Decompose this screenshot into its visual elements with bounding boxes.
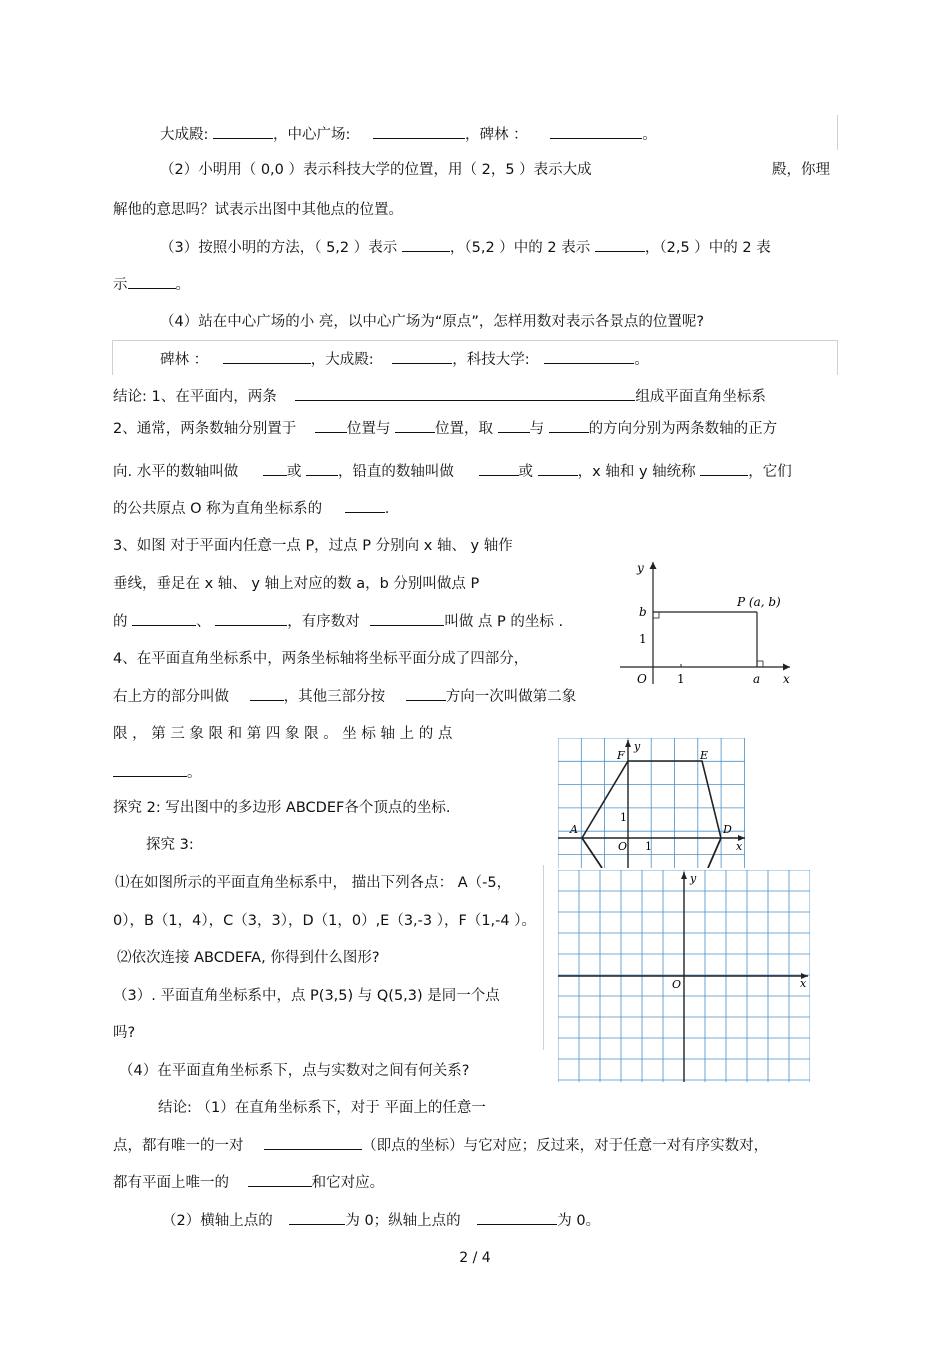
question-text: 殿，你理 xyxy=(772,162,830,178)
question-text: 示 。 xyxy=(113,274,190,295)
conclusion-text: 点，都有唯一的一对 （即点的坐标）与它对应；反过来，对于任意一对有序实数对， xyxy=(113,1135,768,1156)
question-text: 垂线，垂足在 x 轴、 y 轴上对应的数 a，b 分别叫做点 P xyxy=(113,576,480,592)
tick-label: 1 xyxy=(639,632,647,646)
vertex-a-label: A xyxy=(570,823,578,836)
page-number: 2 / 4 xyxy=(459,1250,491,1266)
vertex-f-label: F xyxy=(617,749,625,762)
question-text: 的 、 ，有序数对 叫做 点 P 的坐标 . xyxy=(113,611,563,632)
question-text: 4、在平面直角坐标系中，两条坐标轴将坐标平面分成了四部分， xyxy=(113,651,529,667)
polygon-grid-figure xyxy=(558,738,748,868)
y-axis-label: y xyxy=(690,872,697,885)
conclusion-text: 向. 水平的数轴叫做 或 ，铅直的数轴叫做 或 ，x 轴和 y 轴统称 ，它们 xyxy=(113,461,792,482)
margin-rule xyxy=(543,865,544,1050)
question-text: （4）在平面直角坐标系下，点与实数对之间有何关系? xyxy=(119,1063,470,1079)
point-p-label: P (a, b) xyxy=(737,595,781,609)
x-axis-label: x xyxy=(800,977,807,990)
question-text: （3）. 平面直角坐标系中，点 P(3,5) 与 Q(5,3) 是同一个点 xyxy=(113,988,500,1004)
question-text: （2）小明用（ 0,0 ）表示科技大学的位置，用（ 2，5 ）表示大成 xyxy=(160,162,592,178)
tick-label: 1 xyxy=(620,811,627,824)
origin-label: O xyxy=(637,672,647,686)
question-text: 解他的意思吗？试表示出图中其他点的位置。 xyxy=(113,202,403,218)
conclusion-text: （2）横轴上点的 为 0；纵轴上点的 为 0。 xyxy=(162,1210,600,1231)
margin-rule xyxy=(112,340,837,341)
origin-label: O xyxy=(618,840,628,853)
conclusion-text: 2、通常，两条数轴分别置于 位置与 位置，取 与 的方向分别为两条数轴的正方 xyxy=(113,418,777,439)
explore-title: 探究 3: xyxy=(146,837,194,853)
margin-rule xyxy=(112,340,113,375)
question-text: 3、如图 对于平面内任意一点 P，过点 P 分别向 x 轴、 y 轴作 xyxy=(113,538,513,554)
conclusion-text: 的公共原点 O 称为直角坐标系的 . xyxy=(113,498,389,519)
conclusion-text: 结论: 1、在平面内，两条 组成平面直角坐标系 xyxy=(113,386,766,407)
vertex-e-label: E xyxy=(700,749,709,762)
question-text: ⑴在如图所示的平面直角坐标系中， 描出下列各点： A（-5， xyxy=(115,875,512,891)
question-text: 吗? xyxy=(113,1025,136,1041)
blank-coordinate-grid xyxy=(558,870,810,1082)
question-text: （4）站在中心广场的小 亮，以中心广场为“原点”，怎样用数对表示各景点的位置呢? xyxy=(160,314,705,330)
b-label: b xyxy=(639,605,647,619)
question-text: （3）按照小明的方法，（ 5,2 ）表示 ，（5,2 ）中的 2 表示 ，（2,5 ）中的 2 表 xyxy=(160,237,771,258)
y-axis-label: y xyxy=(637,561,644,575)
tick-label: 1 xyxy=(645,840,652,853)
vertex-d-label: D xyxy=(723,823,732,836)
question-text: 右上方的部分叫做 ，其他三部分按 方向一次叫做第二象 xyxy=(113,686,576,707)
answer-line: 大成殿: ，中心广场: ，碑林 ： 。 xyxy=(160,124,657,145)
margin-rule xyxy=(837,115,838,150)
question-text: 。 xyxy=(113,762,202,783)
question-text: 限 ， 第 三 象 限 和 第 四 象 限 。 坐 标 轴 上 的 点 xyxy=(113,726,453,742)
a-label: a xyxy=(753,672,761,686)
question-text: 0），B（1，4），C（3，3），D（1，0）,E（3,-3 ），F（1,-4 ）。 xyxy=(113,913,536,929)
question-text: ⑵依次连接 ABCDEFA, 你得到什么图形? xyxy=(117,950,380,966)
y-axis-label: y xyxy=(634,740,641,753)
origin-label: O xyxy=(672,978,682,991)
conclusion-text: 都有平面上唯一的 和它对应。 xyxy=(113,1172,384,1193)
x-axis-label: x xyxy=(783,672,790,686)
coordinate-figure-point-p xyxy=(615,556,800,690)
tick-label: 1 xyxy=(677,672,685,686)
answer-line: 碑林 ： ，大成殿: ，科技大学: 。 xyxy=(160,349,649,370)
x-axis-label: x xyxy=(736,840,743,853)
conclusion-text: 结论: （1）在直角坐标系下，对于 平面上的任意一 xyxy=(158,1100,486,1116)
explore-title: 探究 2: 写出图中的多边形 ABCDEF各个顶点的坐标. xyxy=(113,800,451,816)
margin-rule xyxy=(837,340,838,375)
